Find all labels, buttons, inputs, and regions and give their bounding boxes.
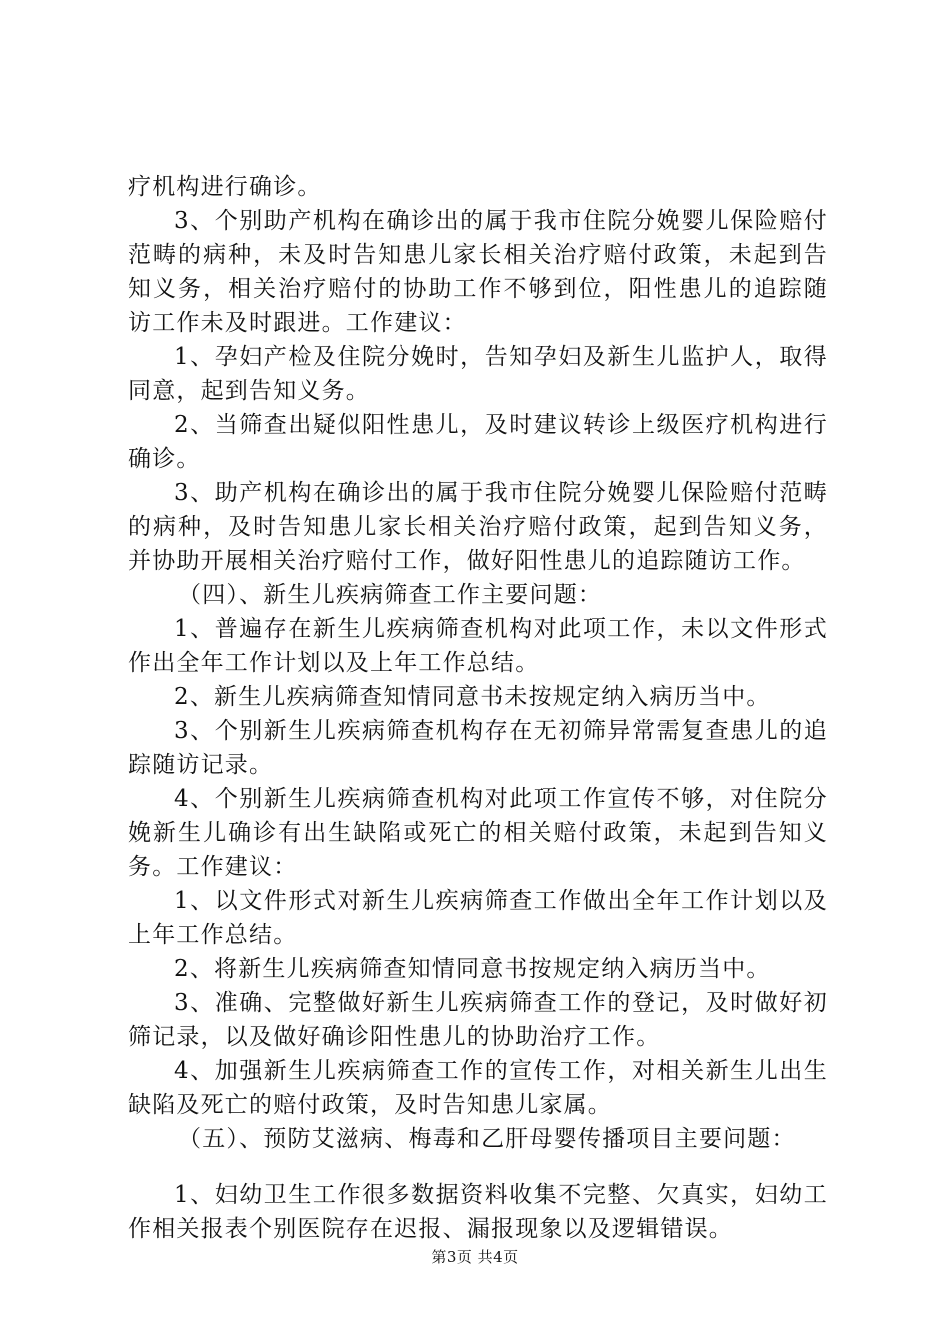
section-heading-4: （四）、新生儿疾病筛查工作主要问题： — [178, 582, 603, 608]
paragraph-screening-suggestion-1: 1、以文件形式对新生儿疾病筛查工作做出全年工作计划以及上年工作总结。 — [128, 888, 828, 948]
document-body — [128, 170, 828, 1246]
paragraph-suggestion-1: 1、孕妇产检及住院分娩时，告知孕妇及新生儿监护人，取得同意，起到告知义务。 — [128, 344, 828, 404]
paragraph-screening-problem-4: 4、个别新生儿疾病筛查机构对此项工作宣传不够，对住院分娩新生儿确诊有出生缺陷或死亡的相关赔付政策，未起到告知义务。工作建议： — [128, 786, 828, 880]
paragraph-screening-suggestion-2: 2、将新生儿疾病筛查知情同意书按规定纳入病历当中。 — [174, 956, 771, 982]
paragraph-screening-suggestion-3: 3、准确、完整做好新生儿疾病筛查工作的登记，及时做好初筛记录，以及做好确诊阳性患儿的协助治疗工作。 — [128, 990, 828, 1050]
paragraph-screening-suggestion-4: 4、加强新生儿疾病筛查工作的宣传工作，对相关新生儿出生缺陷及死亡的赔付政策，及时告知患儿家属。 — [128, 1058, 828, 1118]
paragraph-screening-problem-1: 1、普遍存在新生儿疾病筛查机构对此项工作，未以文件形式作出全年工作计划以及上年工作总结。 — [128, 616, 828, 676]
paragraph-suggestion-2: 2、当筛查出疑似阳性患儿，及时建议转诊上级医疗机构进行确诊。 — [128, 412, 828, 472]
paragraph-screening-problem-3: 3、个别新生儿疾病筛查机构存在无初筛异常需复查患儿的追踪随访记录。 — [128, 718, 828, 778]
paragraph-problem-3: 3、个别助产机构在确诊出的属于我市住院分娩婴儿保险赔付范畴的病种，未及时告知患儿家长相关治疗赔付政策，未起到告知义务，相关治疗赔付的协助工作不够到位，阳性患儿的追踪随访工作未及时跟进。工作建议： — [128, 208, 828, 336]
section-heading-5: （五）、预防艾滋病、梅毒和乙肝母婴传播项目主要问题： — [178, 1126, 796, 1152]
paragraph-suggestion-3: 3、助产机构在确诊出的属于我市住院分娩婴儿保险赔付范畴的病种，及时告知患儿家长相关治疗赔付政策，起到告知义务，并协助开展相关治疗赔付工作，做好阳性患儿的追踪随访工作。 — [128, 480, 828, 574]
paragraph-continuation: 疗机构进行确诊。 — [128, 174, 322, 200]
page-number-footer: 第3页 共4页 — [431, 1248, 519, 1266]
paragraph-screening-problem-2: 2、新生儿疾病筛查知情同意书未按规定纳入病历当中。 — [174, 684, 771, 710]
paragraph-pmtct-problem-1: 1、妇幼卫生工作很多数据资料收集不完整、欠真实，妇幼工作相关报表个别医院存在迟报、漏报现象以及逻辑错误。 — [128, 1182, 828, 1242]
